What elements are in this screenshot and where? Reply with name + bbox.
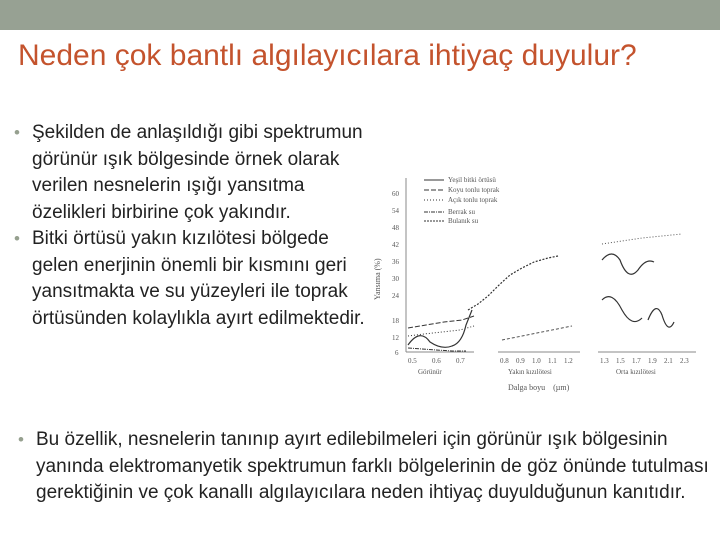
x-tick-label: 1.1 [548,357,557,365]
curve-vegetation-nir [468,256,558,310]
spectral-reflectance-chart [362,150,712,412]
curve-vegetation-mir [602,254,654,274]
region-label-mir: Orta kızılötesi [616,368,656,376]
legend-label: Berrak su [448,208,476,216]
x-tick-label: 0.5 [408,357,417,365]
bottom-bullet-list [14,427,714,507]
y-tick-label: 60 [392,190,399,198]
y-tick-label: 42 [392,241,399,249]
x-tick-label: 2.3 [680,357,689,365]
curve-clear-water [408,348,466,351]
x-axis-label-text: Dalga boyu [508,383,546,392]
region-label-visible: Görünür [418,368,442,376]
x-tick-label: 0.9 [516,357,525,365]
x-tick-label: 1.7 [632,357,641,365]
slide-title: Neden çok bantlı algılayıcılara ihtiyaç duyulur? [18,39,637,72]
curve-vegetation-mir-tail [648,309,674,328]
curve-light-soil-mir [602,234,682,244]
x-tick-label: 1.0 [532,357,541,365]
y-axis-label: Yansıma (%) [373,258,382,300]
x-tick-label: 1.3 [600,357,609,365]
x-axis-label [508,383,570,392]
legend-label: Açık tonlu toprak [448,196,498,204]
curve-dark-soil [408,316,474,328]
x-tick-label: 1.2 [564,357,573,365]
legend-label: Koyu tonlu toprak [448,186,500,194]
curve-vegetation-mir-low [602,297,642,322]
bullet-list [10,120,380,332]
bullet-item: • Bitki örtüsü yakın kızılötesi bölgede gelen enerjinin önemli bir kısmını geri yansıtmakta ve su yüzeyleri ile toprak örtüsünden kolaylıkla ayırt edilmektedir. [10,226,380,332]
y-tick-label: 12 [392,334,399,342]
legend-label: Bulanık su [448,217,479,225]
curve-vegetation [408,310,472,347]
bullet-item: • Şekilden de anlaşıldığı gibi spektrumun görünür ışık bölgesinde örnek olarak verilen nesnelerin ışığı yansıtma özelikleri birbirine çok yakındır. [10,120,380,226]
bullet-item: • Bu özellik, nesnelerin tanınıp ayırt edilebilmeleri için görünür ışık bölgesinin yanında elektromanyetik spektrumun farklı bölgelerinin de göz önünde tutulması gerektiğinin ve çok kanallı algılayıcılara neden ihtiyaç duyulduğunun kanıtıdır. [14,427,714,507]
x-tick-label: 2.1 [664,357,673,365]
y-tick-label: 6 [395,349,399,357]
legend-label: Yeşil bitki örtüsü [448,176,496,184]
curve-soil-nir [502,326,572,340]
x-tick-label: 0.7 [456,357,465,365]
x-tick-label: 1.5 [616,357,625,365]
region-label-nir: Yakın kızılötesi [508,368,552,376]
x-tick-label: 0.6 [432,357,441,365]
y-tick-label: 54 [392,207,399,215]
y-tick-label: 30 [392,275,399,283]
x-tick-label: 1.9 [648,357,657,365]
y-tick-label: 18 [392,317,399,325]
y-tick-label: 48 [392,224,399,232]
x-tick-label: 0.8 [500,357,509,365]
y-tick-label: 36 [392,258,399,266]
spectral-reflectance-figure [362,150,712,412]
top-accent-bar [0,0,720,30]
y-tick-label: 24 [392,292,399,300]
x-axis-unit: (µm) [553,383,570,392]
